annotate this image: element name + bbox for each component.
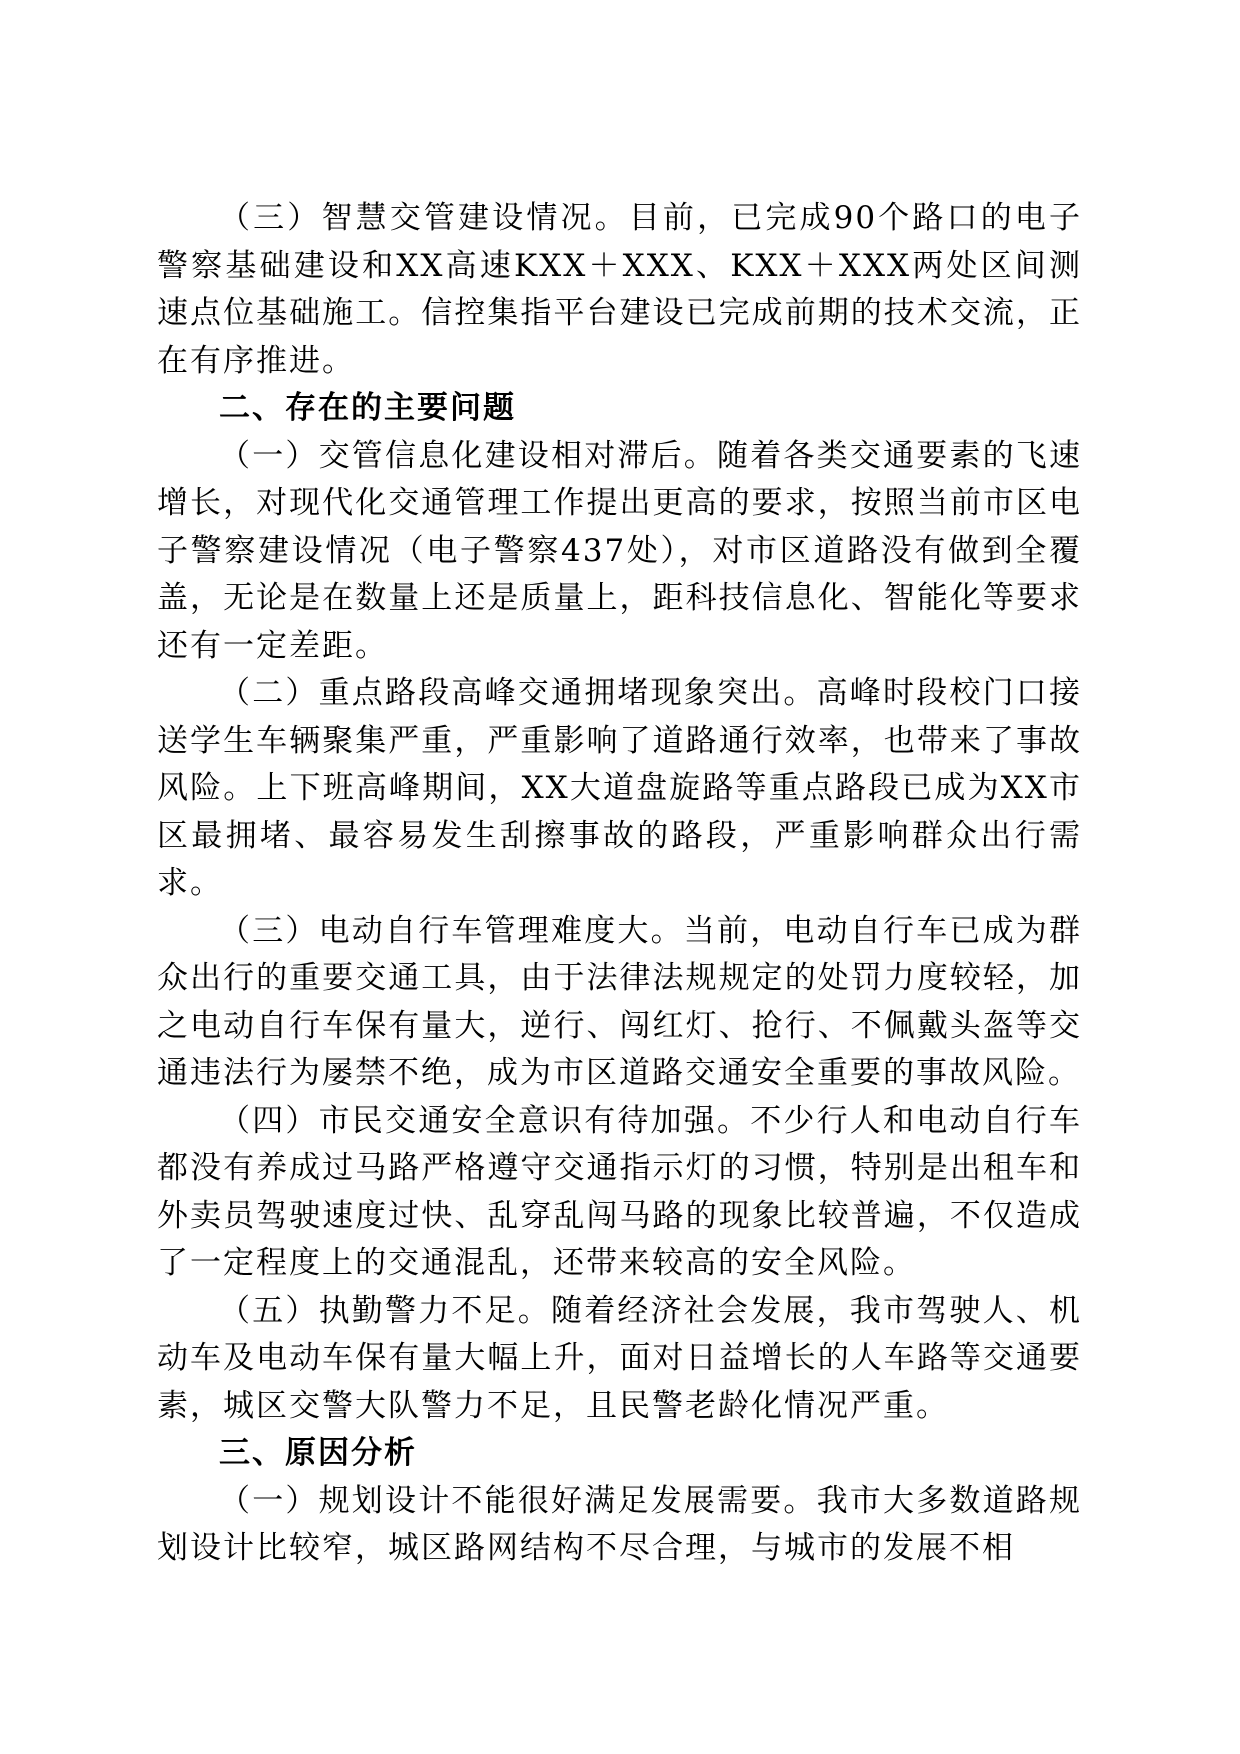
paragraph-problem-informatization: （一）交管信息化建设相对滞后。随着各类交通要素的飞速增长，对现代化交通管理工作提出更高的要求，按照当前市区电子警察建设情况（电子警察437处），对市区道路没有做到全覆盖，无论是在数量上还是质量上，距科技信息化、智能化等要求还有一定差距。 bbox=[157, 437, 1082, 664]
section-heading-cause-analysis: 三、原因分析 bbox=[219, 1435, 417, 1471]
section-heading-main-problems: 二、存在的主要问题 bbox=[219, 390, 516, 426]
paragraph-cause-planning: （一）规划设计不能很好满足发展需要。我市大多数道路规划设计比较窄，城区路网结构不尽合理，与城市的发展不相 bbox=[157, 1482, 1082, 1566]
paragraph-problem-congestion: （二）重点路段高峰交通拥堵现象突出。高峰时段校门口接送学生车辆聚集严重，严重影响了道路通行效率，也带来了事故风险。上下班高峰期间，XX大道盘旋路等重点路段已成为XX市区最拥堵、最容易发生刮擦事故的路段，严重影响群众出行需求。 bbox=[157, 675, 1082, 901]
document-page bbox=[157, 195, 1082, 1573]
paragraph-problem-ebike: （三）电动自行车管理难度大。当前，电动自行车已成为群众出行的重要交通工具，由于法律法规规定的处罚力度较轻，加之电动自行车保有量大，逆行、闯红灯、抢行、不佩戴头盔等交通违法行为屡禁不绝，成为市区道路交通安全重要的事故风险。 bbox=[157, 912, 1082, 1091]
paragraph-problem-awareness: （四）市民交通安全意识有待加强。不少行人和电动自行车都没有养成过马路严格遵守交通指示灯的习惯，特别是出租车和外卖员驾驶速度过快、乱穿乱闯马路的现象比较普遍，不仅造成了一定程度上的交通混乱，还带来较高的安全风险。 bbox=[157, 1102, 1082, 1281]
paragraph-smart-traffic-status: （三）智慧交管建设情况。目前，已完成90个路口的电子警察基础建设和XX高速KXX＋XXX、KXX＋XXX两处区间测速点位基础施工。信控集指平台建设已完成前期的技术交流，正在有序推进。 bbox=[157, 200, 1082, 379]
paragraph-problem-police-force: （五）执勤警力不足。随着经济社会发展，我市驾驶人、机动车及电动车保有量大幅上升，面对日益增长的人车路等交通要素，城区交警大队警力不足，且民警老龄化情况严重。 bbox=[157, 1292, 1082, 1424]
